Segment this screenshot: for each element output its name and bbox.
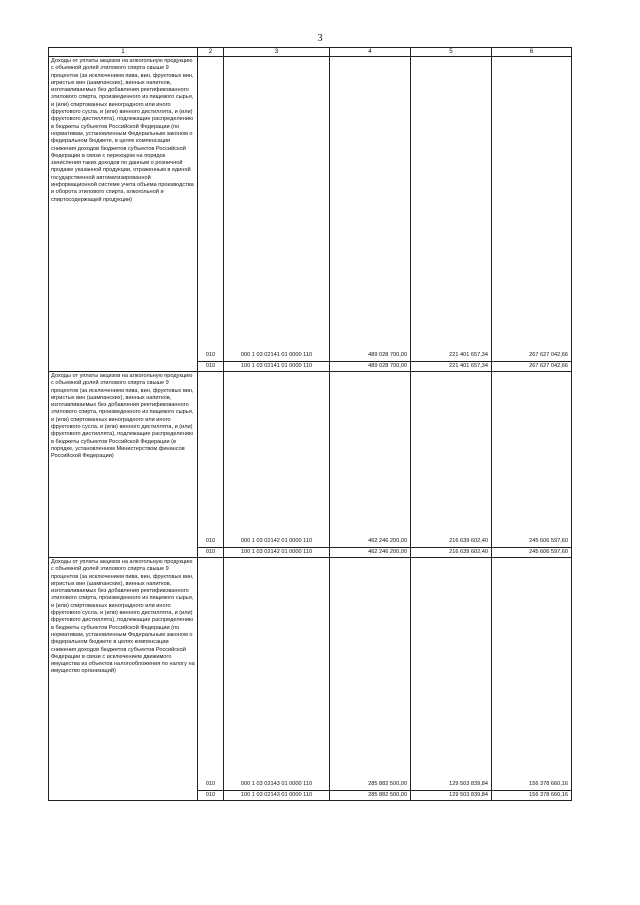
- amount-cell: 285 882 500,00: [330, 558, 411, 791]
- amount-cell: 489 028 700,00: [330, 57, 411, 362]
- report-table: [48, 47, 572, 801]
- amount-cell: 462 246 200,00: [330, 548, 411, 558]
- table-row: [49, 558, 572, 791]
- page-number: 3: [317, 33, 323, 44]
- column-header: 5: [411, 48, 492, 57]
- column-header: 2: [198, 48, 224, 57]
- column-header: 6: [492, 48, 572, 57]
- line-code-cell: 010: [198, 558, 224, 791]
- line-code-cell: 010: [198, 372, 224, 548]
- budget-code-cell: 000 1 03 02143 01 0000 110: [224, 558, 330, 791]
- line-code-cell: 010: [198, 57, 224, 362]
- amount-cell: 216 639 602,40: [411, 372, 492, 548]
- amount-cell: 285 882 500,00: [330, 791, 411, 801]
- amount-cell: 221 401 657,34: [411, 362, 492, 372]
- column-header: 4: [330, 48, 411, 57]
- amount-cell: 129 503 839,84: [411, 791, 492, 801]
- line-code-cell: 010: [198, 548, 224, 558]
- amount-cell: 216 639 602,40: [411, 548, 492, 558]
- income-description: Доходы от уплаты акцизов на алкогольную продукцию с объемной долей этилового спирта свыше 9 процентов (за исключением пива, вин, фруктовых вин, игристых вин (шампанских), винных напитков, изготавливаемых без добавления ректификованного этилового спирта, произведенного из пищевого сырья, и (или) спиртованных виноградного или иного фруктового сусла, и (или) винного дистиллята, и (или) фруктового дистиллята), подлежащие распределению в бюджеты субъектов Российской Федерации (в порядке, установленном Министерством финансов Российской Федерации): [49, 372, 198, 558]
- amount-cell: 245 606 597,60: [492, 372, 572, 548]
- amount-cell: 245 606 597,60: [492, 548, 572, 558]
- amount-cell: 129 503 839,84: [411, 558, 492, 791]
- budget-code-cell: 100 1 03 02142 01 0000 110: [224, 548, 330, 558]
- amount-cell: 267 627 042,66: [492, 362, 572, 372]
- income-description: Доходы от уплаты акцизов на алкогольную продукцию с объемной долей этилового спирта свыше 9 процентов (за исключением пива, вин, фруктовых вин, игристых вин (шампанских), винных напитков, изготавливаемых без добавления ректификованного этилового спирта, произведенного из пищевого сырья, и (или) спиртованных виноградного или иного фруктового сусла, и (или) винного дистиллята, и (или) фруктового дистиллята), подлежащие распределению в бюджеты субъектов Российской Федерации (по нормативам, установленным Федеральным законом о федеральном бюджете в целях компенсации снижения доходов бюджетов субъектов Российской Федерации в связи с исключением движимого имущества из объектов налогообложения по налогу на имущество организаций): [49, 558, 198, 801]
- amount-cell: 462 246 200,00: [330, 372, 411, 548]
- table-row: [49, 372, 572, 548]
- amount-cell: 156 378 660,16: [492, 791, 572, 801]
- budget-code-cell: 100 1 03 02143 01 0000 110: [224, 791, 330, 801]
- amount-cell: 156 378 660,16: [492, 558, 572, 791]
- line-code-cell: 010: [198, 791, 224, 801]
- column-header: 3: [224, 48, 330, 57]
- amount-cell: 267 627 042,66: [492, 57, 572, 362]
- budget-code-cell: 100 1 03 02141 01 0000 110: [224, 362, 330, 372]
- column-header: 1: [49, 48, 198, 57]
- amount-cell: 221 401 657,34: [411, 57, 492, 362]
- budget-code-cell: 000 1 03 02141 01 0000 110: [224, 57, 330, 362]
- line-code-cell: 010: [198, 362, 224, 372]
- table-header-row: [49, 48, 572, 57]
- amount-cell: 489 028 700,00: [330, 362, 411, 372]
- table-row: [49, 57, 572, 362]
- income-description: Доходы от уплаты акцизов на алкогольную продукцию с объемной долей этилового спирта свыше 9 процентов (за исключением пива, вин, фруктовых вин, игристых вин (шампанских), винных напитков, изготавливаемых без добавления ректификованного этилового спирта, произведенного из пищевого сырья, и (или) спиртованных виноградного или иного фруктового сусла, и (или) винного дистиллята, и (или) фруктового дистиллята), подлежащие распределению в бюджеты субъектов Российской Федерации (по нормативам, установленным Федеральным законом о федеральном бюджете, в целях компенсации снижения доходов бюджетов субъектов Российской Федерации в связи с переходом на порядок зачисления таких доходов по данным о розничной продаже указанной продукции, отраженным в единой государственной автоматизированной информационной системе учета объема производства и оборота этилового спирта, алкогольной и спиртосодержащей продукции): [49, 57, 198, 372]
- budget-code-cell: 000 1 03 02142 01 0000 110: [224, 372, 330, 548]
